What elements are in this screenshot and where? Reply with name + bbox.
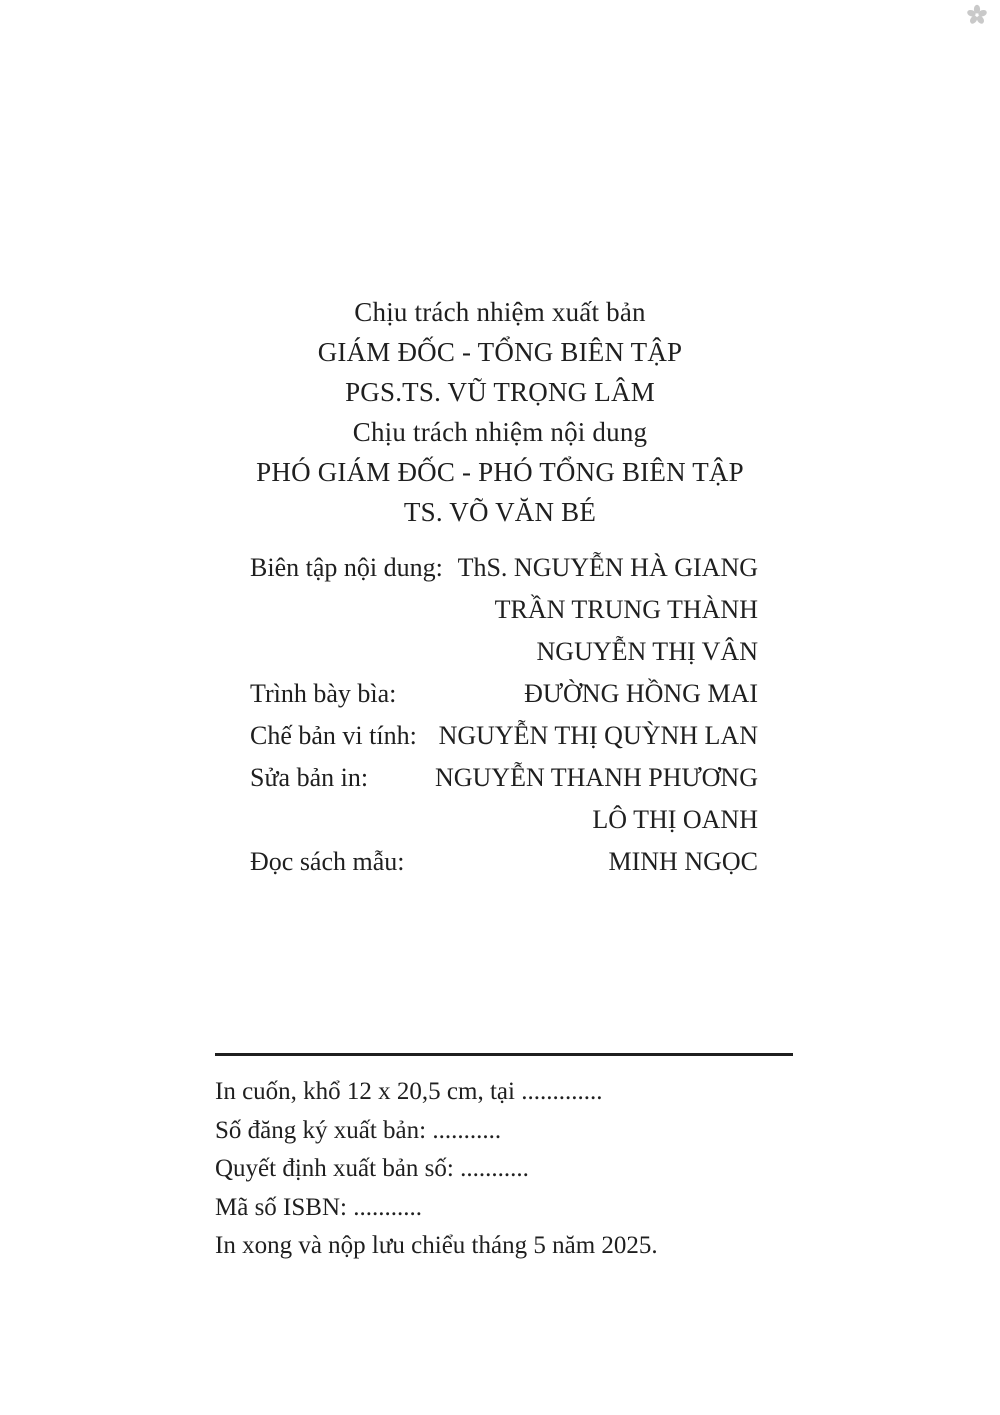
credit-row-proofreading [250,757,758,841]
credit-name: TRẦN TRUNG THÀNH [494,595,758,624]
director-name: PGS.TS. VŨ TRỌNG LÂM [345,377,655,407]
credit-label: Biên tập nội dung: [250,553,443,582]
legal-deposit-line: In xong và nộp lưu chiểu tháng 5 năm 2025. [215,1232,658,1259]
credit-name: MINH NGỌC [608,847,758,876]
responsibility-publishing-label: Chịu trách nhiệm xuất bản [354,297,646,327]
director-title: GIÁM ĐỐC - TỔNG BIÊN TẬP [317,337,683,367]
credit-name: ThS. NGUYỄN HÀ GIANG [457,553,758,582]
print-info-block [215,1053,793,1266]
credit-label: Đọc sách mẫu: [250,847,405,876]
divider-rule [215,1053,793,1056]
registration-number-line: Số đăng ký xuất bản: ........... [215,1116,502,1144]
credits-list [250,547,758,883]
credit-names [417,715,758,757]
credit-row-typesetting [250,715,758,757]
publisher-responsibility-block [0,292,1000,532]
credit-name: NGUYỄN THỊ VÂN [536,637,758,666]
print-run-line: In cuốn, khổ 12 x 20,5 cm, tại ............. [215,1078,603,1105]
credit-names [443,547,758,673]
flower-ornament-icon [966,4,988,26]
credit-row-cover-design [250,673,758,715]
credit-name: NGUYỄN THỊ QUỲNH LAN [438,721,758,750]
publishing-decision-line: Quyết định xuất bản số: ........... [215,1155,529,1182]
print-info-lines [215,1073,793,1266]
credit-row-content-editing [250,547,758,673]
credit-names [396,673,758,715]
credit-row-sample-reading [250,841,758,883]
credit-label: Sửa bản in: [250,763,369,792]
credit-name: NGUYỄN THANH PHƯƠNG [434,763,758,792]
deputy-director-name: TS. VÕ VĂN BÉ [403,497,597,527]
deputy-director-title: PHÓ GIÁM ĐỐC - PHÓ TỔNG BIÊN TẬP [256,457,744,487]
credit-label: Trình bày bìa: [250,679,397,708]
credit-names [368,757,758,841]
credit-label: Chế bản vi tính: [250,721,417,750]
credit-name: ĐƯỜNG HỒNG MAI [524,679,758,708]
responsibility-content-label: Chịu trách nhiệm nội dung [352,417,648,447]
credit-names [405,841,758,883]
credit-name: LÔ THỊ OANH [592,805,758,834]
isbn-line: Mã số ISBN: ........... [215,1193,422,1221]
